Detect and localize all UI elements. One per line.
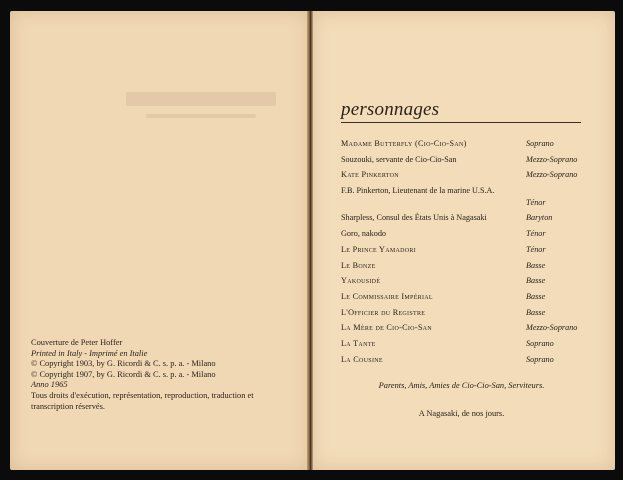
copyright-1907: © Copyright 1907, by G. Ricordi & C. s. p. a. - Milano xyxy=(31,369,216,379)
role-name: Goro, nakodo xyxy=(341,229,387,239)
role-name: Souzouki, servante de Cio-Cio-San xyxy=(341,154,457,164)
voice-type: Basse xyxy=(526,291,546,301)
role-name: L'Officier du Registre xyxy=(341,307,426,317)
voice-type: Basse xyxy=(526,260,546,270)
setting-line: A Nagasaki, de nos jours. xyxy=(418,409,505,418)
printed-in-line: Printed in Italy - Imprimé en Italie xyxy=(31,348,148,358)
voice-type: Mezzo-Soprano xyxy=(526,170,578,180)
role-name: Kate Pinkerton xyxy=(341,170,399,180)
copyright-1903: © Copyright 1903, by G. Ricordi & C. s. p. a. - Milano xyxy=(31,359,216,369)
show-through-mark xyxy=(116,92,276,120)
role-name: Le Prince Yamadori xyxy=(341,244,416,254)
role-name: Le Bonze xyxy=(341,260,376,270)
role-name: La Tante xyxy=(341,338,376,348)
role-name: Le Commissaire Impérial xyxy=(341,291,433,301)
cast-row xyxy=(341,139,582,155)
voice-type: Basse xyxy=(526,307,546,317)
year-line: Anno 1965 xyxy=(31,380,68,390)
voice-type: Ténor xyxy=(526,229,546,239)
cast-row xyxy=(341,245,582,261)
role-name: F.B. Pinkerton, Lieutenant de la marine U.S.A. xyxy=(341,186,495,196)
book-gutter xyxy=(307,11,313,470)
chorus-line: Parents, Amis, Amies de Cio-Cio-San, Serviteurs. xyxy=(378,381,545,390)
voice-type: Soprano xyxy=(526,354,554,364)
cast-row xyxy=(341,339,582,355)
role-name: La Cousine xyxy=(341,354,383,364)
voice-type: Mezzo-Soprano xyxy=(526,323,578,333)
cast-row xyxy=(341,308,582,324)
voice-type: Ténor xyxy=(526,198,546,208)
voice-type: Soprano xyxy=(526,139,554,148)
cast-row xyxy=(341,276,582,292)
voice-type: Mezzo-Soprano xyxy=(526,154,578,164)
cast-row xyxy=(341,229,582,245)
cast-row xyxy=(341,261,582,277)
role-name: Yakousidé xyxy=(341,276,381,286)
voice-type: Ténor xyxy=(526,244,546,254)
role-name: Madame Butterfly (Cio-Cio-San) xyxy=(341,139,467,148)
cast-row xyxy=(341,355,582,371)
voice-type: Baryton xyxy=(526,213,553,223)
cast-row xyxy=(341,170,582,186)
role-name: Sharpless, Consul des États Unis à Nagasaki xyxy=(341,213,487,223)
cast-row xyxy=(341,155,582,171)
voice-type: Soprano xyxy=(526,338,554,348)
cover-credit: Couverture de Peter Hoffer xyxy=(31,338,123,347)
cast-row xyxy=(341,186,582,213)
cast-row xyxy=(341,213,582,229)
cast-row xyxy=(341,292,582,308)
title-rule xyxy=(341,122,581,123)
voice-type: Basse xyxy=(526,276,546,286)
page-title: personnages xyxy=(341,99,440,120)
role-name: La Mère de Cio-Cio-San xyxy=(341,323,432,333)
publication-credits xyxy=(31,338,291,412)
cast-row xyxy=(341,323,582,339)
cast-list xyxy=(341,139,582,370)
rights-notice: Tous droits d'exécution, représentation, reproduction, traduction et transcription réservés. xyxy=(31,390,254,411)
